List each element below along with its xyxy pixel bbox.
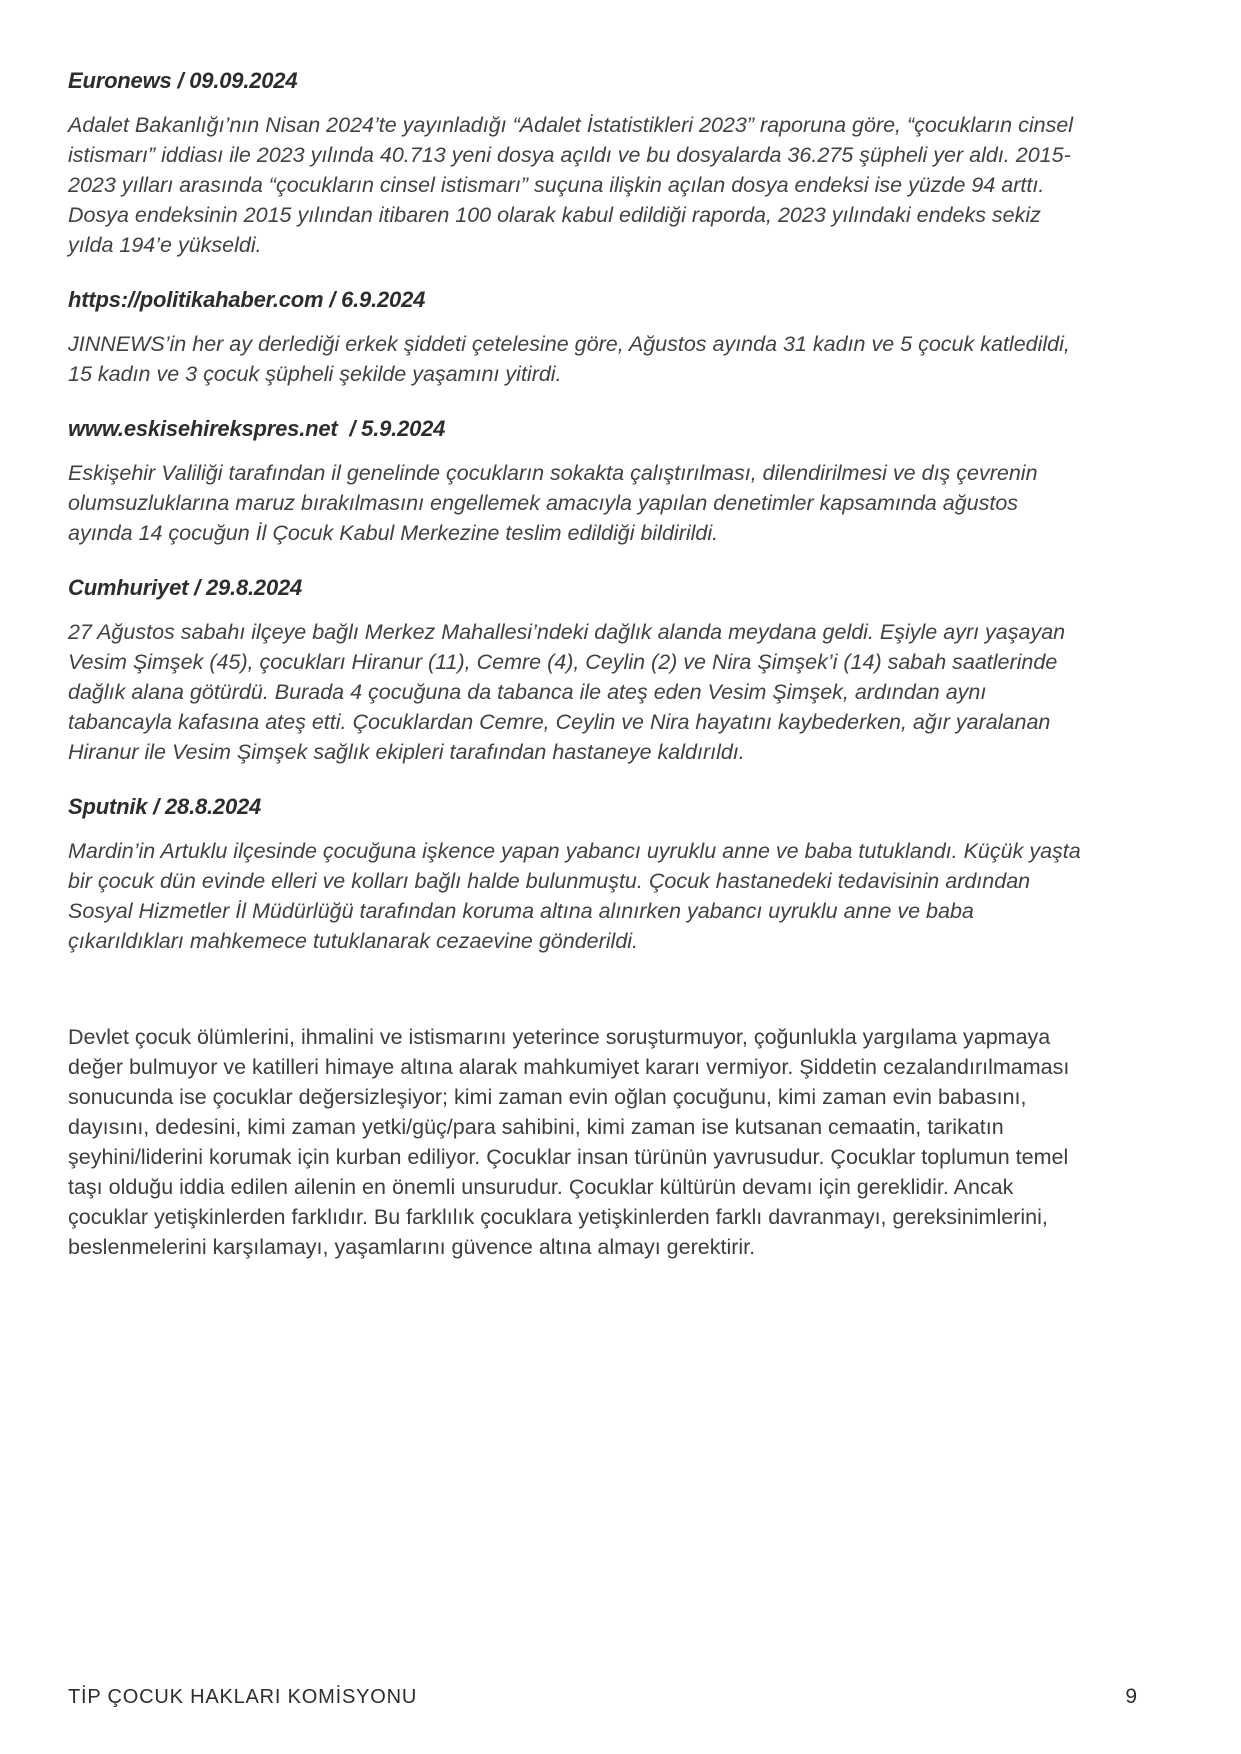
- page-content: [68, 66, 1083, 1262]
- news-source-heading: Euronews / 09.09.2024: [68, 68, 298, 93]
- news-source-heading: www.eskisehirekspres.net / 5.9.2024: [68, 416, 446, 441]
- news-item: [68, 792, 1083, 956]
- page-footer: [68, 1685, 1137, 1709]
- news-body-paragraph: Mardin’in Artuklu ilçesinde çocuğuna işkence yapan yabancı uyruklu anne ve baba tutuklandı. Küçük yaşta bir çocuk dün evinde elleri ve kolları bağlı halde bulunmuştu. Çocuk hastanedeki tedavisinin ardından Sosyal Hizmetler İl Müdürlüğü tarafından koruma altına alınırken yabancı uyruklu anne ve baba çıkarıldıkları mahkemece tutuklanarak cezaevine gönderildi.: [68, 839, 1081, 953]
- news-body-paragraph: JINNEWS’in her ay derlediği erkek şiddeti çetelesine göre, Ağustos ayında 31 kadın ve 5 çocuk katledildi, 15 kadın ve 3 çocuk şüpheli şekilde yaşamını yitirdi.: [68, 332, 1070, 386]
- news-body-paragraph: 27 Ağustos sabahı ilçeye bağlı Merkez Mahallesi’ndeki dağlık alanda meydana geldi. Eşiyle ayrı yaşayan Vesim Şimşek (45), çocukları Hiranur (11), Cemre (4), Ceylin (2) ve Nira Şimşek’i (14) sabah saatlerinde dağlık alana götürdü. Burada 4 çocuğuna da tabanca ile ateş eden Vesim Şimşek, ardından aynı tabancayla kafasına ateş etti. Çocuklardan Cemre, Ceylin ve Nira hayatını kaybederken, ağır yaralanan Hiranur ile Vesim Şimşek sağlık ekipleri tarafından hastaneye kaldırıldı.: [68, 620, 1066, 764]
- news-source-heading: Cumhuriyet / 29.8.2024: [68, 575, 303, 600]
- news-item: [68, 573, 1083, 767]
- footer-organization-label: TİP ÇOCUK HAKLARI KOMİSYONU: [68, 1686, 418, 1708]
- news-body-paragraph: Eskişehir Valiliği tarafından il genelinde çocukların sokakta çalıştırılması, dilendirilmesi ve dış çevrenin olumsuzluklarına maruz bırakılmasını engellemek amacıyla yapılan denetimler kapsamında ağustos ayında 14 çocuğun İl Çocuk Kabul Merkezine teslim edildiği bildirildi.: [68, 461, 1038, 545]
- page-number: 9: [1125, 1685, 1137, 1708]
- news-item: [68, 414, 1083, 548]
- news-body-paragraph: Adalet Bakanlığı’nın Nisan 2024’te yayınladığı “Adalet İstatistikleri 2023” raporuna göre, “çocukların cinsel istismarı” iddiası ile 2023 yılında 40.713 yeni dosya açıldı ve bu dosyalarda 36.275 şüpheli yer aldı. 2015-2023 yılları arasında “çocukların cinsel istismarı” suçuna ilişkin açılan dosya endeksi ise yüzde 94 arttı. Dosya endeksinin 2015 yılından itibaren 100 olarak kabul edildiği raporda, 2023 yılındaki endeks sekiz yılda 194’e yükseldi.: [68, 113, 1074, 257]
- commentary-paragraph: Devlet çocuk ölümlerini, ihmalini ve istismarını yeterince soruşturmuyor, çoğunlukla yargılama yapmaya değer bulmuyor ve katilleri himaye altına alarak mahkumiyet kararı vermiyor. Şiddetin cezalandırılmaması sonucunda ise çocuklar değersizleşiyor; kimi zaman evin oğlan çocuğunu, kimi zaman evin babasını, dayısını, dedesini, kimi zaman yetki/güç/para sahibini, kimi zaman ise kutsanan cemaatin, tarikatın şeyhini/liderini korumak için kurban ediliyor. Çocuklar insan türünün yavrusudur. Çocuklar toplumun temel taşı olduğu iddia edilen ailenin en önemli unsurudur. Çocuklar kültürün devamı için gereklidir. Ancak çocuklar yetişkinlerden farklıdır. Bu farklılık çocuklara yetişkinlerden farklı davranmayı, gereksinimlerini, beslenmelerini karşılamayı, yaşamlarını güvence altına almayı gerektirir.: [68, 1025, 1070, 1259]
- news-item: [68, 66, 1083, 260]
- news-source-heading: Sputnik / 28.8.2024: [68, 794, 262, 819]
- news-source-heading: https://politikahaber.com / 6.9.2024: [68, 287, 426, 312]
- news-item: [68, 285, 1083, 389]
